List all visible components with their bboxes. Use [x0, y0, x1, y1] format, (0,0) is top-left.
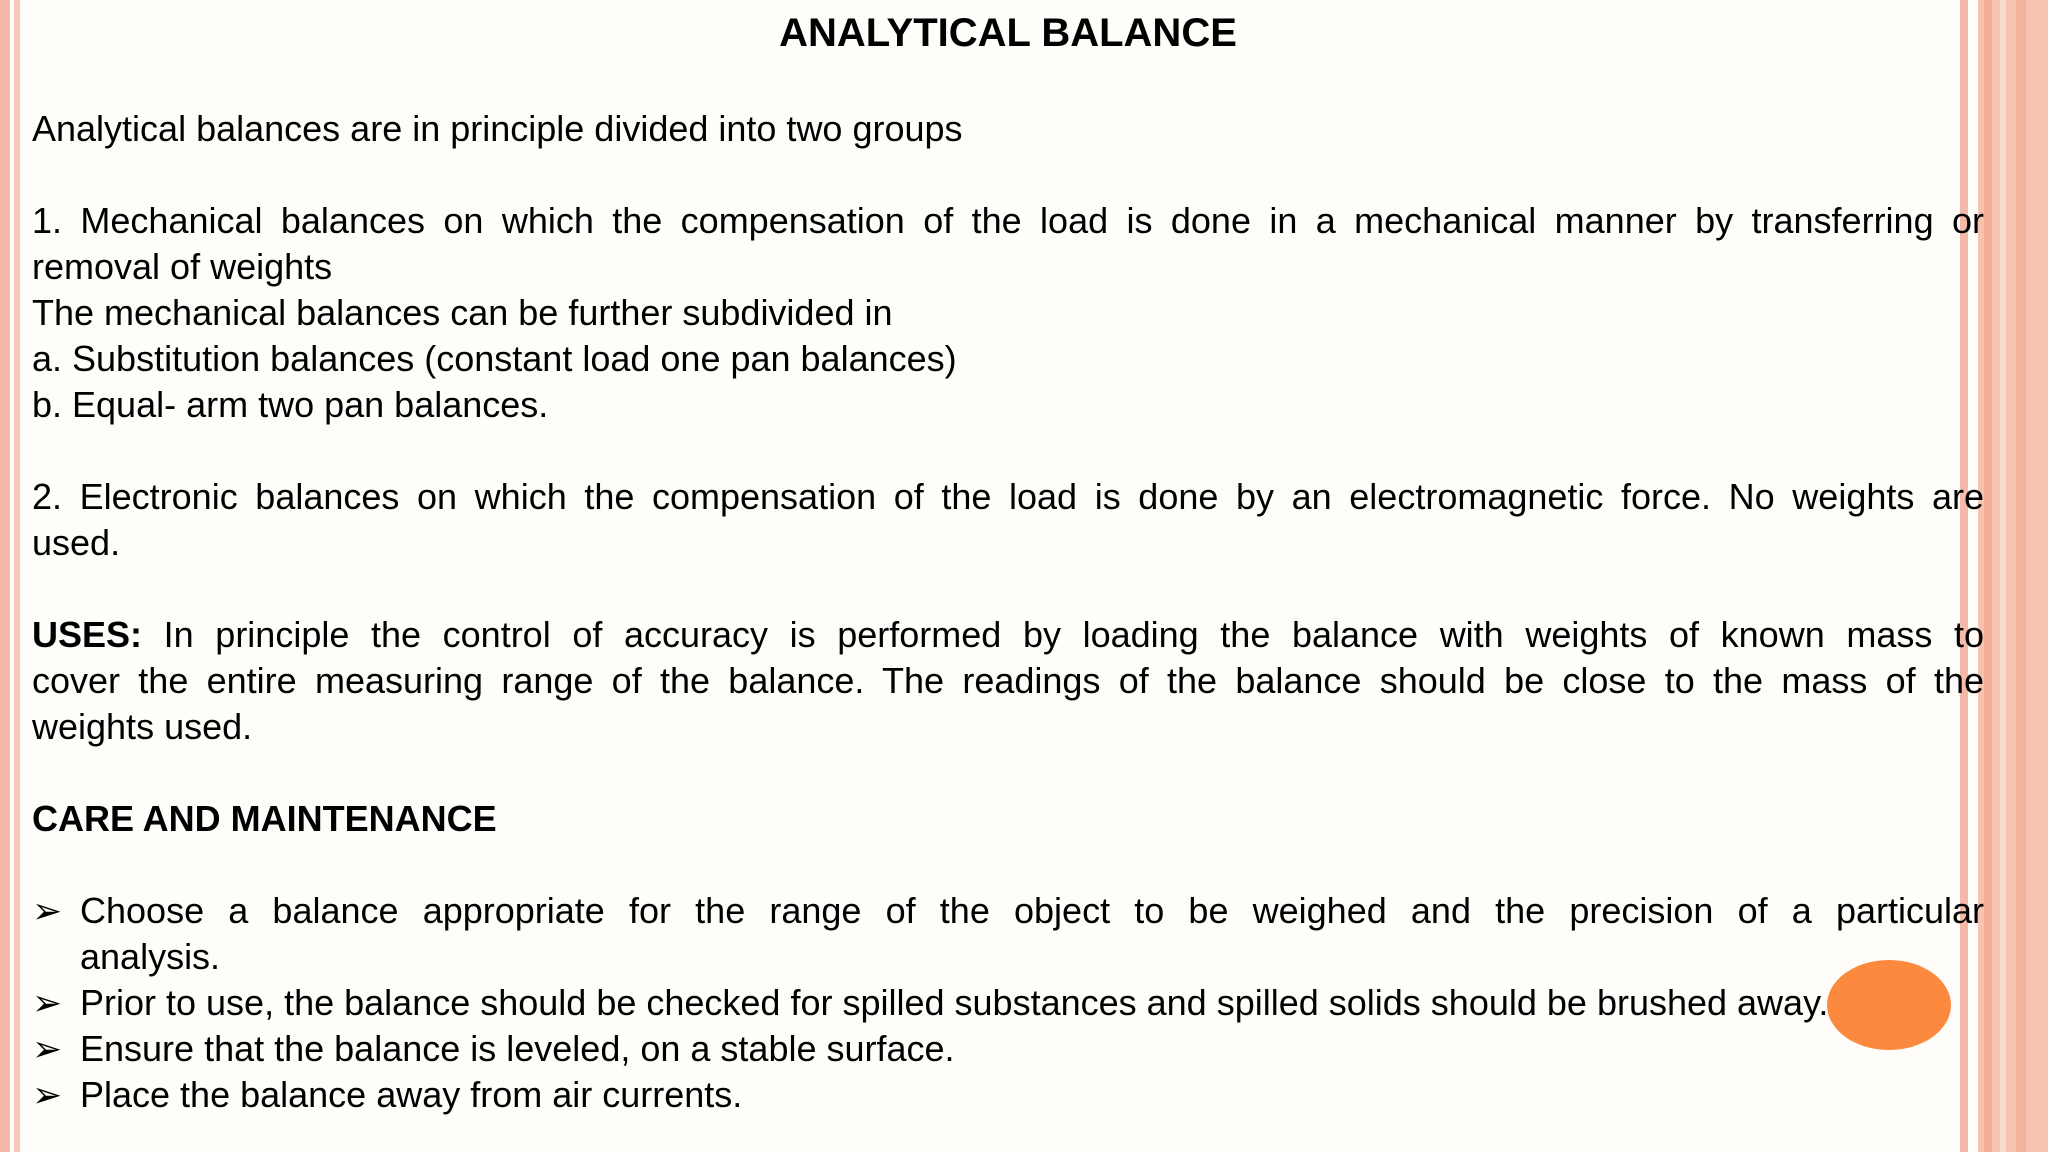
- list-item: [32, 1072, 1984, 1118]
- arrow-bullet-icon: ➢: [32, 1028, 63, 1069]
- list-item: [32, 888, 1984, 980]
- arrow-bullet-icon: ➢: [32, 1074, 63, 1115]
- group1-item-b: b. Equal- arm two pan balances.: [32, 384, 549, 425]
- list-item: [32, 980, 1984, 1026]
- uses-label: USES:: [32, 614, 143, 655]
- care-item-1-line2: analysis.: [80, 936, 221, 977]
- uses-line3: weights used.: [32, 706, 253, 747]
- care-item-1-line1: Choose a balance appropriate for the range of the object to be weighed and the precision of a particular: [80, 890, 1984, 931]
- group2-line1: 2. Electronic balances on which the compensation of the load is done by an electromagnetic force. No weights are: [32, 476, 1984, 517]
- frame-stripe-right-outer: [2016, 0, 2026, 1152]
- group1-item-a: a. Substitution balances (constant load one pan balances): [32, 338, 957, 379]
- uses-line1-text: In principle the control of accuracy is performed by loading the balance with weights of known mass to: [163, 614, 1984, 655]
- frame-stripe-right-light: [2000, 0, 2006, 1152]
- care-heading: CARE AND MAINTENANCE: [32, 798, 497, 839]
- uses-line2: cover the entire measuring range of the balance. The readings of the balance should be close to the mass of the: [32, 660, 1984, 701]
- group1-line2: removal of weights: [32, 246, 333, 287]
- arrow-bullet-icon: ➢: [32, 890, 63, 931]
- intro-text: Analytical balances are in principle divided into two groups: [32, 108, 963, 149]
- care-item-4: Place the balance away from air currents.: [80, 1074, 743, 1115]
- group1-subdivided: The mechanical balances can be further subdivided in: [32, 292, 893, 333]
- list-item: [32, 1026, 1984, 1072]
- uses-line1: [32, 612, 1984, 658]
- care-item-2: Prior to use, the balance should be checked for spilled substances and spilled solids should be brushed away.: [80, 982, 1829, 1023]
- frame-stripe-left-inner: [14, 0, 20, 1152]
- care-item-3: Ensure that the balance is leveled, on a stable surface.: [80, 1028, 955, 1069]
- uses-block: [32, 612, 1984, 750]
- group2-block: [32, 474, 1984, 566]
- care-list: [32, 888, 1984, 1118]
- group1-line1: 1. Mechanical balances on which the compensation of the load is done in a mechanical manner by transferring or: [32, 200, 1984, 241]
- arrow-bullet-icon: ➢: [32, 982, 63, 1023]
- group2-line2: used.: [32, 522, 121, 563]
- frame-stripe-left: [0, 0, 10, 1152]
- group1-block: [32, 198, 1984, 428]
- slide-title: ANALYTICAL BALANCE: [779, 11, 1237, 55]
- frame-stripe-right-accent: [1984, 0, 1992, 1152]
